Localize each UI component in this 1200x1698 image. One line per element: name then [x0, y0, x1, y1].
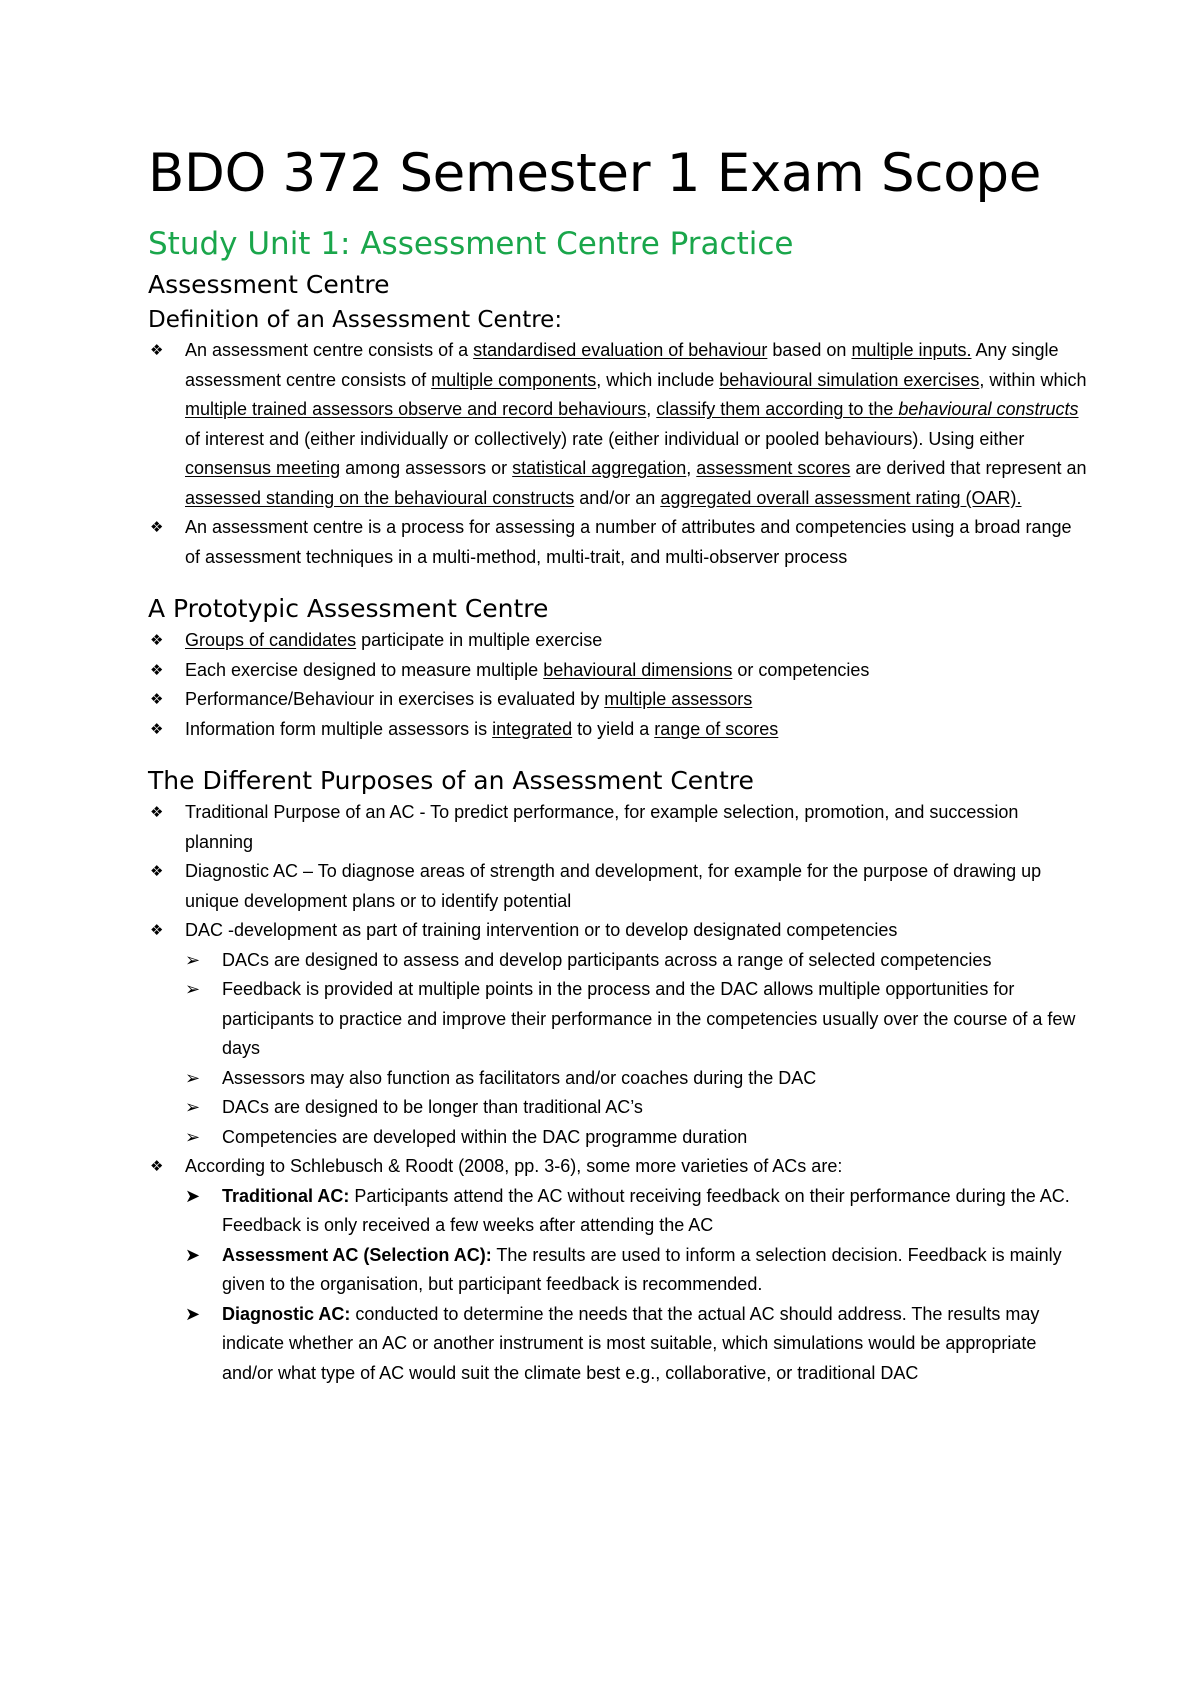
text-run: Any single assessment centre consists of: [185, 340, 1059, 390]
dac-sublist: [185, 946, 1088, 1153]
sub-list-item: ➢ DACs are designed to be longer than traditional AC’s: [185, 1093, 1088, 1123]
underlined-italic-text: behavioural constructs: [898, 399, 1079, 419]
list-item: [148, 916, 1088, 946]
text-run: Participants attend the AC without receiving feedback on their performance during the AC. Feedback is only received a few weeks after attending the AC: [222, 1185, 1070, 1235]
sub-list-item: ➢ DACs are designed to assess and develop participants across a range of selected competencies: [185, 946, 1088, 976]
section-heading-assessment-centre: Assessment Centre: [148, 270, 390, 299]
underlined-text: multiple assessors: [604, 689, 753, 709]
text-run: of interest and (either individually or collectively) rate (either individual or pooled behaviours). Using either: [185, 428, 1025, 449]
study-unit-heading: Study Unit 1: Assessment Centre Practice: [148, 226, 794, 262]
purposes-list-continued: [148, 1152, 1088, 1182]
text-run: or competencies: [732, 659, 870, 680]
sub-list-item: [185, 1241, 1088, 1300]
underlined-text: multiple components: [431, 369, 597, 390]
document-content: [148, 142, 1088, 1388]
text-run: are derived that represent an: [850, 458, 1087, 478]
underlined-text: integrated: [492, 718, 573, 739]
document-title: BDO 372 Semester 1 Exam Scope: [148, 143, 1041, 204]
sub-list-item: [185, 1300, 1088, 1389]
text-run: DAC -development as part of training intervention or to develop designated competencies: [185, 920, 898, 940]
section-heading-prototypic: A Prototypic Assessment Centre: [148, 594, 549, 623]
bold-label: Traditional AC:: [222, 1185, 350, 1206]
text-run: ,: [646, 399, 657, 419]
bold-label: Assessment AC (Selection AC):: [222, 1244, 492, 1265]
underlined-text: classify them according to the: [656, 399, 899, 419]
sub-list-item: ➢ Feedback is provided at multiple points in the process and the DAC allows multiple opportunities for participants to practice and improve their performance in the competencies usually over the course of a few days: [185, 975, 1088, 1064]
underlined-text: aggregated overall assessment rating (OAR).: [660, 487, 1022, 508]
text-run: , within which: [979, 369, 1087, 390]
list-item: ❖ Traditional Purpose of an AC - To predict performance, for example selection, promotion, and succession planning: [148, 798, 1088, 857]
text-run: The results are used to inform a selection decision. Feedback is mainly given to the organisation, but participant feedback is recommended.: [222, 1244, 1062, 1294]
underlined-text: standardised evaluation of behaviour: [473, 340, 768, 360]
section-heading-definition: Definition of an Assessment Centre:: [148, 307, 563, 333]
text-run: among assessors or: [340, 458, 513, 478]
underlined-text: consensus meeting: [185, 458, 341, 478]
text-run: Each exercise designed to measure multiple: [185, 659, 544, 680]
text-run: based on: [767, 340, 852, 360]
text-run: ,: [686, 458, 697, 478]
text-run: Performance/Behaviour in exercises is evaluated by: [185, 689, 605, 709]
list-item: ❖ Diagnostic AC – To diagnose areas of strength and development, for example for the purpose of drawing up unique development plans or to identify potential: [148, 857, 1088, 916]
sub-list-item: ➢ Competencies are developed within the DAC programme duration: [185, 1123, 1088, 1153]
underlined-text: multiple trained assessors observe and record behaviours: [185, 399, 647, 419]
underlined-text: assessed standing on the behavioural constructs: [185, 487, 575, 508]
text-run: to yield a: [572, 718, 655, 739]
text-run: participate in multiple exercise: [356, 630, 603, 650]
underlined-text: statistical aggregation: [512, 458, 687, 478]
definition-list: [148, 336, 1088, 572]
text-run: conducted to determine the needs that the actual AC should address. The results may indicate whether an AC or another instrument is most suitable, which simulations would be appropriate and/or what type of AC would suit the climate best e.g., collaborative, or traditional DAC: [222, 1303, 1040, 1383]
list-item: [148, 656, 1088, 686]
varieties-sublist: [185, 1182, 1088, 1389]
underlined-text: behavioural dimensions: [543, 659, 733, 680]
list-item: ❖ An assessment centre is a process for assessing a number of attributes and competencies using a broad range of assessment techniques in a multi-method, multi-trait, and multi-observer process: [148, 513, 1088, 572]
underlined-text: behavioural simulation exercises: [719, 369, 980, 390]
text-run: , which include: [596, 369, 720, 390]
text-run: and/or an: [574, 487, 661, 508]
underlined-text: range of scores: [654, 718, 779, 739]
list-item: [148, 685, 1088, 715]
prototypic-list: [148, 626, 1088, 744]
purposes-list: [148, 798, 1088, 946]
list-item: [148, 336, 1088, 513]
underlined-text: multiple inputs.: [851, 340, 972, 360]
bold-label: Diagnostic AC:: [222, 1303, 351, 1324]
sub-list-item: ➢ Assessors may also function as facilitators and/or coaches during the DAC: [185, 1064, 1088, 1094]
sub-list-item: [185, 1182, 1088, 1241]
section-heading-purposes: The Different Purposes of an Assessment Centre: [148, 766, 754, 795]
text-run: Information form multiple assessors is: [185, 718, 493, 739]
underlined-text: assessment scores: [696, 458, 851, 478]
list-item: [148, 715, 1088, 745]
text-run: An assessment centre consists of a: [185, 340, 474, 360]
underlined-text: Groups of candidates: [185, 630, 357, 650]
list-item: ❖ According to Schlebusch & Roodt (2008, pp. 3-6), some more varieties of ACs are:: [148, 1152, 1088, 1182]
list-item: [148, 626, 1088, 656]
